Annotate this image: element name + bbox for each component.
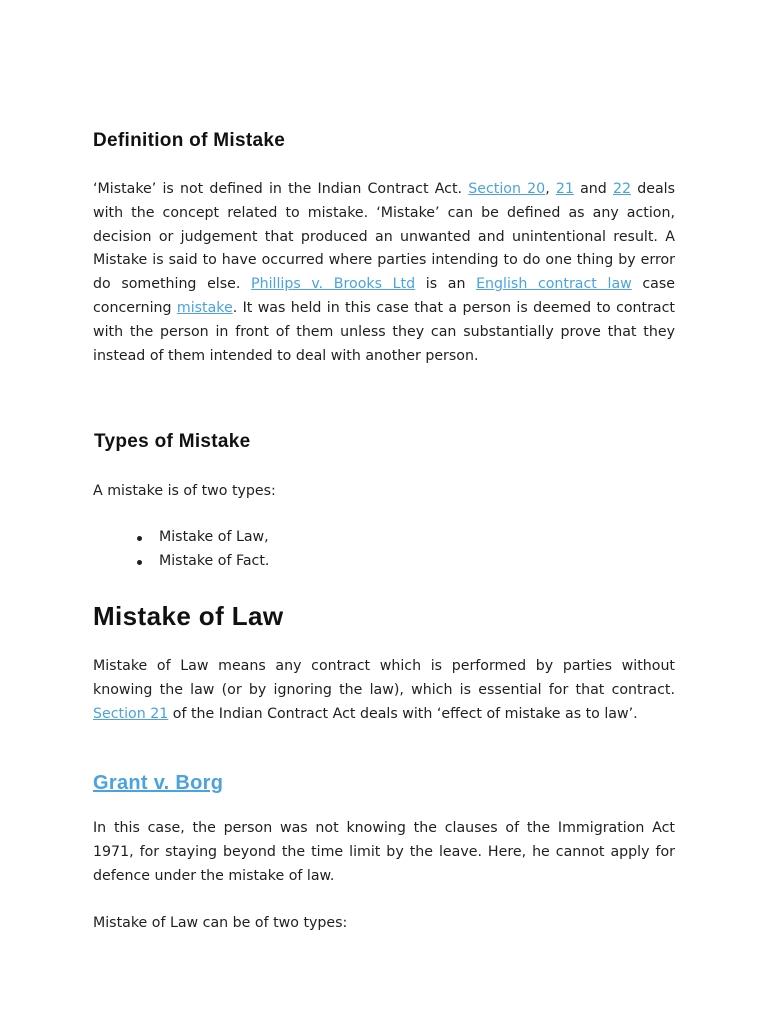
list-item (159, 550, 269, 574)
list-item-label: Mistake of Fact. (159, 552, 270, 569)
list-mistake-types (93, 526, 269, 574)
text-run: ‘Mistake’ is not defined in the Indian Contract Act. (93, 181, 469, 197)
link-mistake[interactable]: mistake (176, 299, 233, 316)
paragraph-grant-v-borg: In this case, the person was not knowing the clauses of the Immigration Act 1971, for staying beyond the time limit by the leave. Here, he cannot apply for defence under the mistake of law. (93, 820, 675, 884)
paragraph-definition (93, 178, 675, 368)
text-run: . It was held in this case that a person is deemed to contract with the person in front of them unless they can substantially prove that they instead of them intended to deal with another person. (93, 299, 675, 364)
list-item-label: Mistake of Law, (159, 529, 269, 545)
text-run: and (573, 181, 613, 197)
text-run: deals with the concept related to mistake. ‘Mistake’ can be defined as any action, decision or judgement that produced an unwanted and unintentional result. A Mistake is said to have occurred where parties intending to do one thing by error do something else. (93, 181, 675, 293)
heading-mistake-of-law: Mistake of Law (93, 601, 284, 631)
text-run: Mistake of Law means any contract which is performed by parties without knowing the law (or by ignoring the law), which is essential for that contract. (93, 658, 675, 698)
bullet-icon (137, 536, 142, 541)
text-run: , (545, 181, 556, 197)
link-section-21-short[interactable]: 21 (555, 181, 574, 197)
link-english-contract-law[interactable]: English contract law (476, 276, 632, 293)
link-section-22[interactable]: 22 (612, 181, 632, 197)
paragraph-mistake-of-law-types: Mistake of Law can be of two types: (93, 915, 348, 931)
paragraph-types-intro: A mistake is of two types: (93, 483, 276, 499)
text-run: case concerning (93, 276, 675, 316)
link-section-21[interactable]: Section 21 (93, 705, 169, 722)
link-grant-v-borg[interactable]: Grant v. Borg (93, 772, 224, 794)
link-section-20[interactable]: Section 20 (468, 181, 546, 197)
bullet-icon (137, 560, 142, 565)
text-run: is an (415, 276, 477, 293)
paragraph-mistake-of-law (93, 655, 675, 726)
heading-types-of-mistake: Types of Mistake (94, 431, 251, 452)
list-item (159, 526, 269, 550)
text-run: of the Indian Contract Act deals with ‘effect of mistake as to law’. (168, 705, 638, 722)
link-phillips-v-brooks[interactable]: Phillips v. Brooks Ltd (251, 276, 416, 293)
heading-definition-of-mistake: Definition of Mistake (93, 130, 286, 151)
